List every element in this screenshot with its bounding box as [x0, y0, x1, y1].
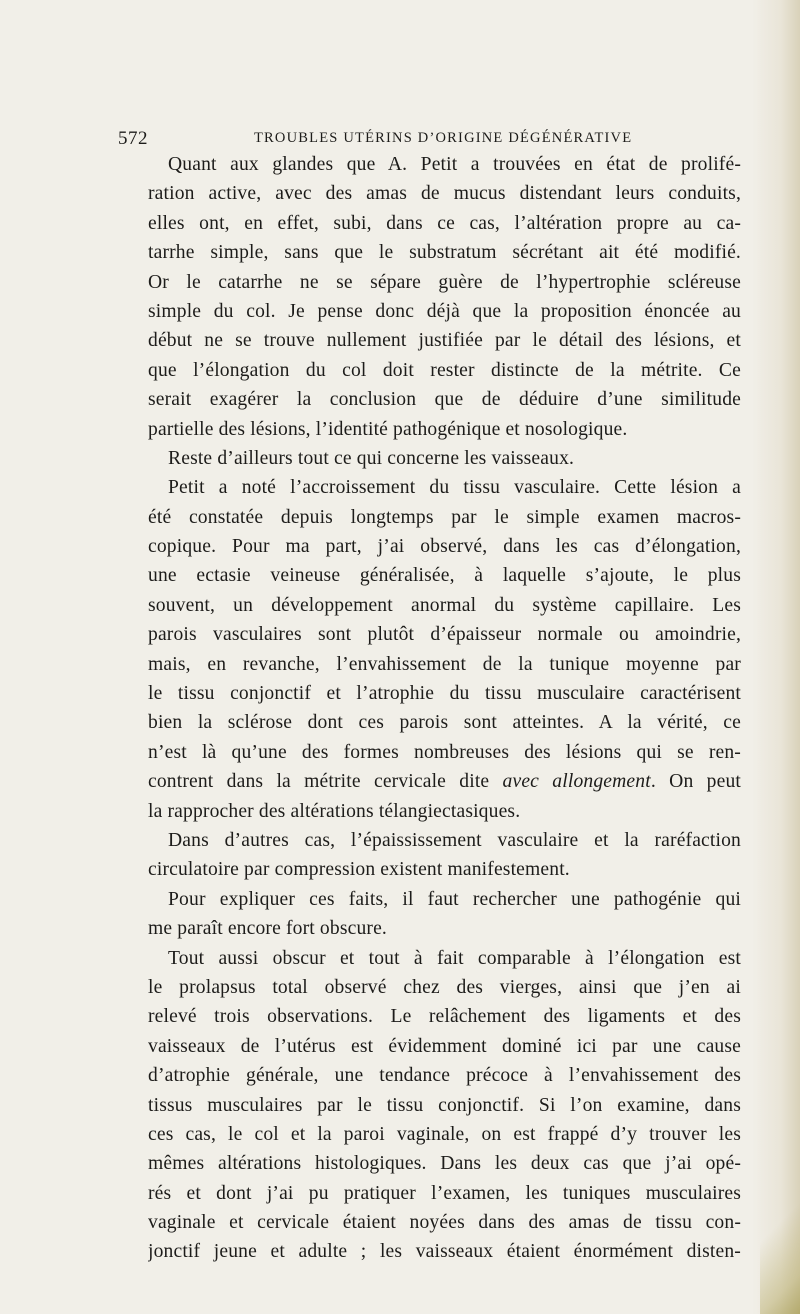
text-line: une ectasie veineuse généralisée, à laquelle s’ajoute, le plus: [148, 565, 741, 587]
text-line: simple du col. Je pense donc déjà que la proposition énoncée au: [148, 300, 741, 322]
page-edge-shadow: [752, 0, 800, 1314]
text-line: bien la sclérose dont ces parois sont atteintes. A la vérité, ce: [148, 712, 741, 734]
text-line: copique. Pour ma part, j’ai observé, dans les cas d’élongation,: [148, 536, 741, 558]
text-line: parois vasculaires sont plutôt d’épaisseur normale ou amoindrie,: [148, 624, 741, 646]
text-line: Dans d’autres cas, l’épaississement vasculaire et la raréfaction: [168, 829, 741, 851]
text-line: me paraît encore fort obscure.: [148, 918, 387, 940]
text-line-segment: . On peut: [650, 771, 741, 793]
page-number: 572: [118, 128, 148, 149]
text-line: relevé trois observations. Le relâchement des ligaments et des: [148, 1006, 741, 1028]
text-line: Tout aussi obscur et tout à fait comparable à l’élongation est: [168, 947, 741, 969]
text-line: le tissu conjonctif et l’atrophie du tissu musculaire caractérisent: [148, 683, 741, 705]
text-line: mais, en revanche, l’envahissement de la tunique moyenne par: [148, 653, 741, 675]
text-line: que l’élongation du col doit rester distincte de la métrite. Ce: [148, 359, 741, 381]
text-line: partielle des lésions, l’identité pathogénique et nosologique.: [148, 418, 628, 440]
text-line: Or le catarrhe ne se sépare guère de l’hypertrophie scléreuse: [148, 271, 741, 293]
text-line: Reste d’ailleurs tout ce qui concerne les vaisseaux.: [168, 447, 575, 469]
text-line: ces cas, le col et la paroi vaginale, on est frappé d’y trouver les: [148, 1123, 741, 1145]
text-line: tissus musculaires par le tissu conjonctif. Si l’on examine, dans: [148, 1094, 741, 1116]
text-line: mêmes altérations histologiques. Dans les deux cas que j’ai opé-: [148, 1153, 741, 1175]
text-line-segment: contrent dans la métrite cervicale dite: [148, 771, 503, 793]
text-line: elles ont, en effet, subi, dans ce cas, l’altération propre au ca-: [148, 212, 741, 234]
text-line: serait exagérer la conclusion que de déduire d’une similitude: [148, 389, 741, 411]
text-line: souvent, un développement anormal du système capillaire. Les: [148, 594, 741, 616]
italic-phrase: avec allongement: [502, 771, 651, 793]
text-line: jonctif jeune et adulte ; les vaisseaux étaient énormément disten-: [148, 1241, 741, 1263]
text-line: n’est là qu’une des formes nombreuses des lésions qui se ren-: [148, 741, 741, 763]
text-line: tarrhe simple, sans que le substratum sécrétant ait été modifié.: [148, 242, 741, 264]
text-line: la rapprocher des altérations télangiectasiques.: [148, 800, 521, 822]
text-line: rés et dont j’ai pu pratiquer l’examen, les tuniques musculaires: [148, 1182, 741, 1204]
body-text: [148, 150, 741, 1267]
text-line: vaginale et cervicale étaient noyées dans des amas de tissu con-: [148, 1212, 741, 1234]
text-line: d’atrophie générale, une tendance précoce à l’envahissement des: [148, 1065, 741, 1087]
page-header: [118, 128, 678, 148]
text-line: Quant aux glandes que A. Petit a trouvées en état de prolifé-: [168, 154, 741, 175]
text-line: vaisseaux de l’utérus est évidemment dominé ici par une cause: [148, 1035, 741, 1057]
text-line: début ne se trouve nullement justifiée par le détail des lésions, et: [148, 330, 741, 352]
text-line: le prolapsus total observé chez des vierges, ainsi que j’en ai: [148, 976, 741, 998]
text-line: ration active, avec des amas de mucus distendant leurs conduits,: [148, 183, 741, 205]
text-line: Pour expliquer ces faits, il faut rechercher une pathogénie qui: [168, 888, 741, 910]
running-title: TROUBLES UTÉRINS D’ORIGINE DÉGÉNÉRATIVE: [254, 130, 633, 146]
text-line: circulatoire par compression existent manifestement.: [148, 859, 570, 881]
page-corner-stain: [760, 1194, 800, 1314]
text-line: [148, 767, 741, 796]
text-line: Petit a noté l’accroissement du tissu vasculaire. Cette lésion a: [168, 477, 741, 499]
text-line: été constatée depuis longtemps par le simple examen macros-: [148, 506, 741, 528]
